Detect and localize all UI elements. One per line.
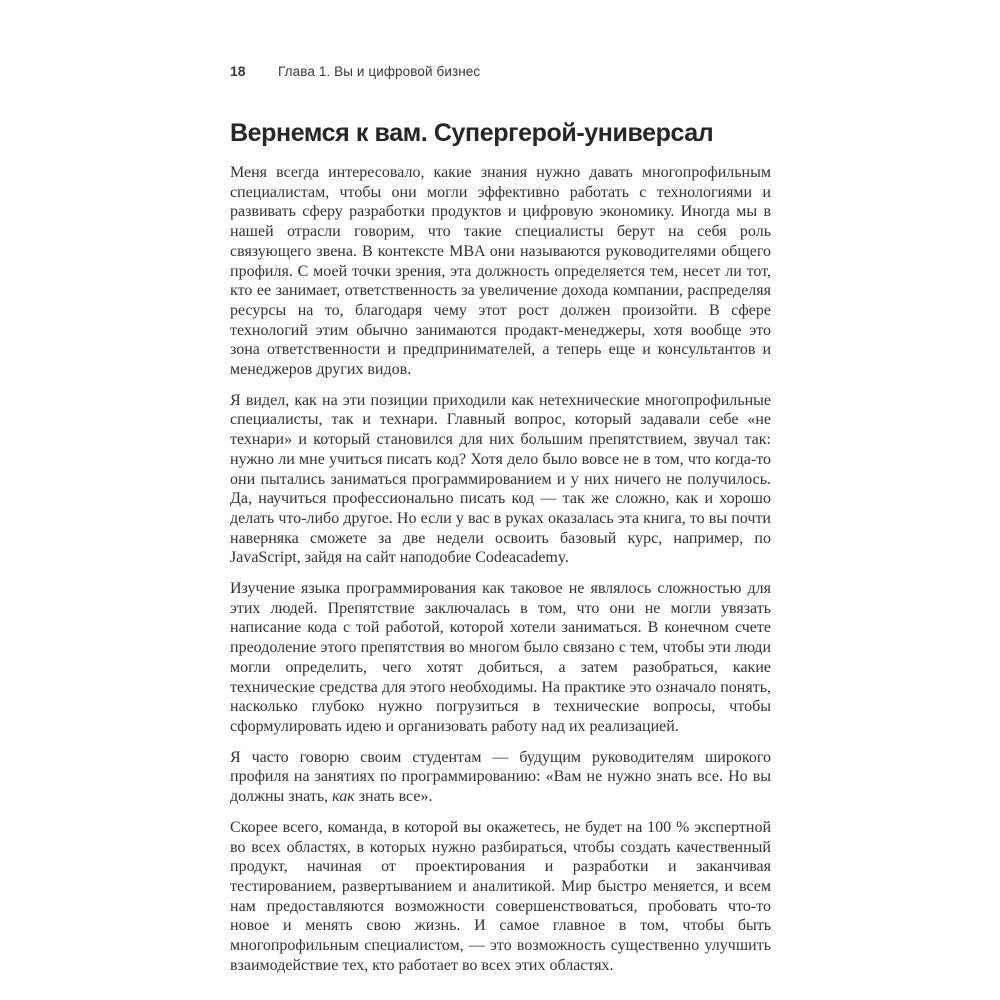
text-run: Скорее всего, команда, в которой вы окажетесь, не будет на 100 % экспертной во всех областях, в которых нужно разбираться, чтобы создать качественный продукт, начиная от проектирования и разработки и заканчивая тестированием, развертыванием и аналитикой. Мир быстро меняется, и всем нам предоставляются возможности совершенствоваться, пробовать что-то новое и менять свою жизнь. И самое главное в том, чтобы быть многопрофильным специалистом, — это возможность существенно улучшить взаимодействие тех, кто работает во всех этих областях. <box>230 818 771 974</box>
paragraph <box>230 391 771 568</box>
text-run: знать все». <box>354 788 433 806</box>
text-run: Изучение языка программирования как таковое не являлось сложностью для этих людей. Препятствие заключалась в том, что они не могли увязать написание кода с той работой, которой хотели заниматься. В конечном счете преодоление этого препятствия во многом было связано с тем, чтобы эти люди могли определить, чего хотят добиться, а затем разобраться, какие технические средства для этого необходимы. На практике это означало понять, насколько глубоко нужно погрузиться в технические вопросы, чтобы сформулировать идею и организовать работу над их реализацией. <box>230 580 771 735</box>
running-head: Глава 1. Вы и цифровой бизнес <box>278 64 481 79</box>
paragraph <box>230 748 771 807</box>
text-run: Меня всегда интересовало, какие знания нужно давать многопрофильным специалистам, чтобы они могли эффективно работать с технологиями и развивать сферу разработки продуктов и цифровую экономику. Иногда мы в нашей отрасли говорим, что такие специалисты берут на себя роль связующего звена. В контексте MBA они называются руководителями общего профиля. С моей точки зрения, эта должность определяется тем, несет ли тот, кто ее занимает, ответственность за увеличение дохода компании, распределяя ресурсы на то, благодаря чему этот рост должен произойти. В сфере технологий этим обычно занимаются продакт-менеджеры, хотя вообще это зона ответственности и предпринимателей, а теперь еще и консультантов и менеджеров других видов. <box>230 164 771 379</box>
text-column <box>230 63 771 986</box>
text-run: Я видел, как на эти позиции приходили как нетехнические многопрофильные специалисты, так и технари. Главный вопрос, который задавали себе «не технари» и который становился для них большим препятствием, звучал так: нужно ли мне учиться писать код? Хотя дело было вовсе не в том, что когда-то они пытались заниматься программированием и у них ничего не получилось. Да, научиться профессионально писать код — так же сложно, как и хорошо делать что-либо другое. Но если у вас в руках оказалась эта книга, то вы почти наверняка сможете за две недели освоить базовый курс, например, по JavaScript, зайдя на сайт наподобие Codeacademy. <box>230 391 771 567</box>
italic-run: как <box>332 788 355 806</box>
paragraph <box>230 579 771 737</box>
paragraph <box>230 818 771 976</box>
page-header <box>230 63 771 80</box>
section-title: Вернемся к вам. Супергерой-универсал <box>230 119 714 147</box>
page-number: 18 <box>230 63 246 79</box>
body-text <box>230 163 771 975</box>
paragraph <box>230 163 771 380</box>
text-run: Я часто говорю своим студентам — будущим руководителям широкого профиля на занятиях по программированию: «Вам не нужно знать все. Но вы должны знать, <box>230 748 771 806</box>
